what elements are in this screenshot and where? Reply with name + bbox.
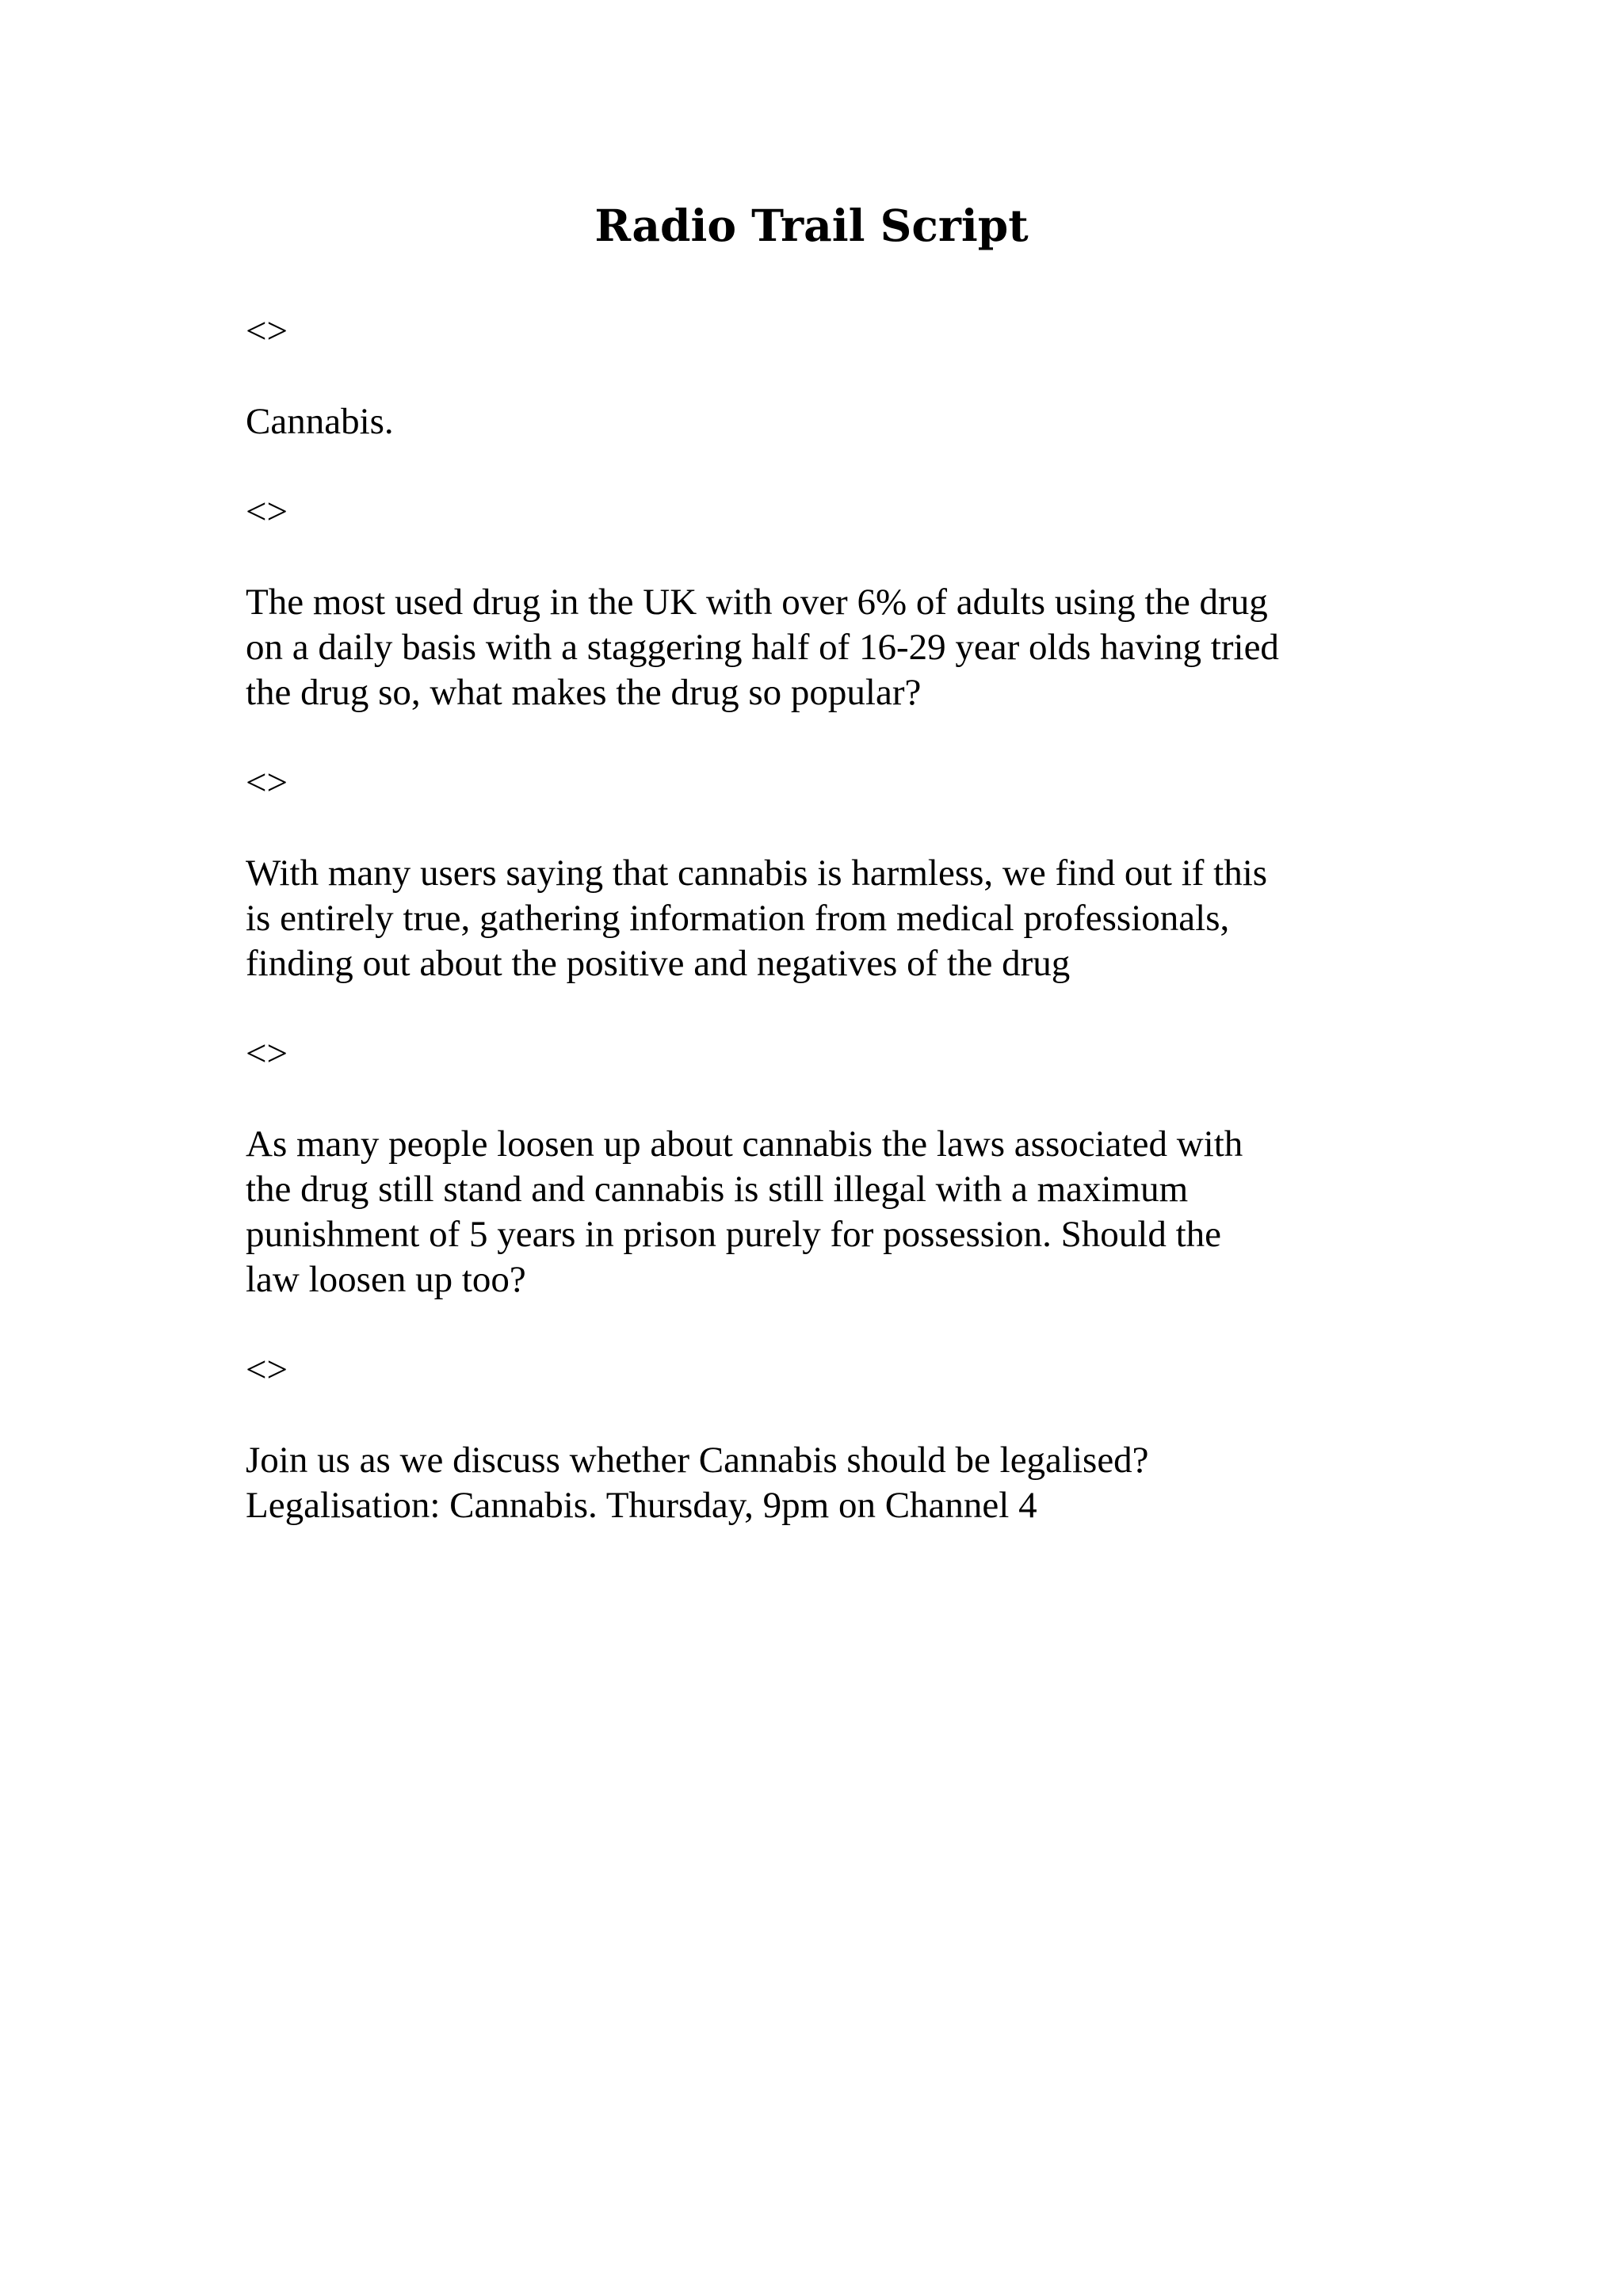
page-title: Radio Trail Script — [594, 200, 1029, 251]
script-paragraph: The most used drug in the UK with over 6% of adults using the drug on a daily basis with a staggering half of 16-29 year olds having tried the drug so, what makes the drug so popular? — [246, 582, 1279, 713]
cue-marker: <> — [246, 762, 288, 803]
cue-marker: <> — [246, 1033, 288, 1074]
script-paragraph: As many people loosen up about cannabis the laws associated with the drug still stand and cannabis is still illegal with a maximum punishment of 5 years in prison purely for possession. Should the law loosen up too? — [246, 1123, 1243, 1300]
script-paragraph: Cannabis. — [246, 401, 394, 442]
cue-marker: <> — [246, 491, 288, 532]
script-paragraph: Join us as we discuss whether Cannabis should be legalised? Legalisation: Cannabis. Thursday, 9pm on Channel 4 — [246, 1440, 1149, 1526]
cue-marker: <> — [246, 1349, 288, 1390]
cue-marker: <> — [246, 311, 288, 352]
script-body — [246, 309, 1395, 1573]
script-paragraph: With many users saying that cannabis is harmless, we find out if this is entirely true, gathering information from medical professionals, finding out about the positive and negatives of the drug — [246, 852, 1268, 984]
